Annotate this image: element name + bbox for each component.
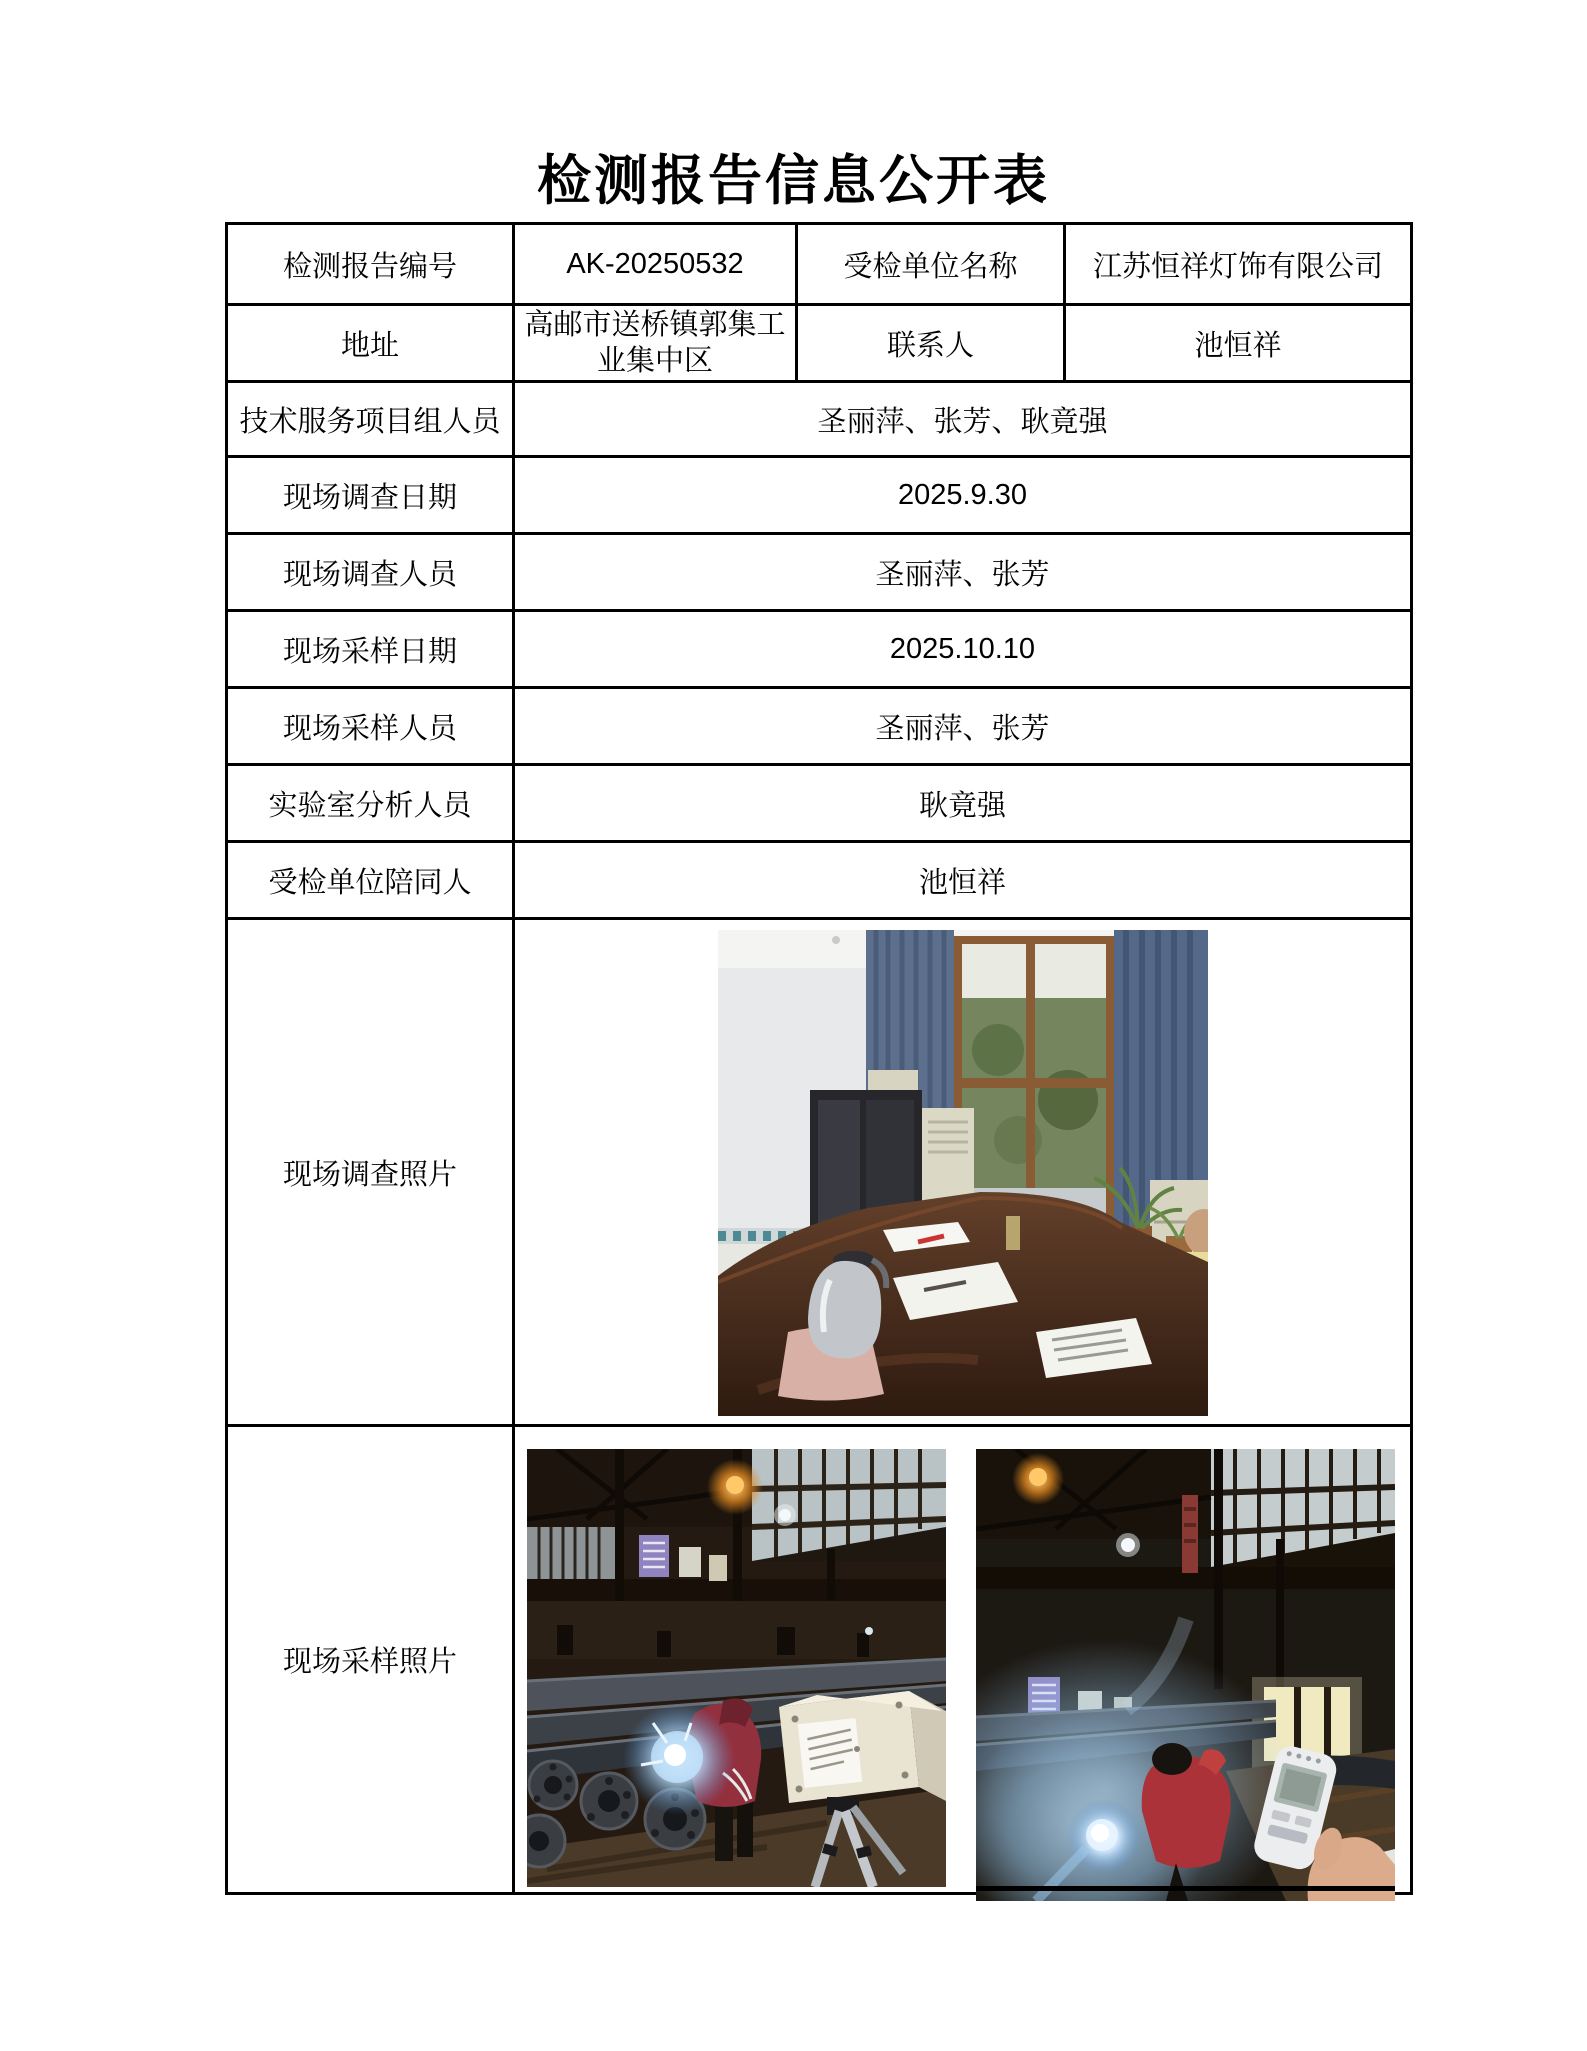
sampling-date-value: 2025.10.10: [514, 611, 1412, 688]
contact-label: 联系人: [797, 305, 1065, 382]
survey-staff-label: 现场调查人员: [227, 534, 514, 611]
sampling-staff-label: 现场采样人员: [227, 688, 514, 765]
sampling-photo-label: 现场采样照片: [227, 1426, 514, 1894]
table-row: [227, 305, 1412, 382]
table-row: [227, 765, 1412, 842]
survey-date-value: 2025.9.30: [514, 457, 1412, 534]
sampling-date-label: 现场采样日期: [227, 611, 514, 688]
table-row: [227, 1426, 1412, 1894]
address-value: 高邮市送桥镇郭集工业集中区: [514, 305, 797, 382]
report-number-label: 检测报告编号: [227, 224, 514, 305]
lab-analyst-value: 耿竟强: [514, 765, 1412, 842]
table-row: [227, 224, 1412, 305]
table-row: [227, 382, 1412, 457]
site-survey-photo: [718, 930, 1208, 1416]
report-number-value: AK-20250532: [514, 224, 797, 305]
unit-name-label: 受检单位名称: [797, 224, 1065, 305]
table-row: [227, 534, 1412, 611]
table-row: [227, 457, 1412, 534]
report-info-table: [225, 222, 1413, 1895]
table-row: [227, 688, 1412, 765]
page-title: 检测报告信息公开表: [537, 151, 1050, 211]
unit-name-value: 江苏恒祥灯饰有限公司: [1065, 224, 1412, 305]
lab-analyst-label: 实验室分析人员: [227, 765, 514, 842]
survey-staff-value: 圣丽萍、张芳: [514, 534, 1412, 611]
escort-value: 池恒祥: [514, 842, 1412, 919]
escort-label: 受检单位陪同人: [227, 842, 514, 919]
address-label: 地址: [227, 305, 514, 382]
table-row: [227, 919, 1412, 1426]
project-team-label: 技术服务项目组人员: [227, 382, 514, 457]
contact-value: 池恒祥: [1065, 305, 1412, 382]
survey-date-label: 现场调查日期: [227, 457, 514, 534]
project-team-value: 圣丽萍、张芳、耿竟强: [514, 382, 1412, 457]
sampling-photo-left: [527, 1449, 946, 1887]
table-row: [227, 611, 1412, 688]
table-row: [227, 842, 1412, 919]
survey-photo-cell: [514, 919, 1412, 1426]
sampling-staff-value: 圣丽萍、张芳: [514, 688, 1412, 765]
survey-photo-label: 现场调查照片: [227, 919, 514, 1426]
sampling-photo-right: [976, 1449, 1395, 1901]
sampling-photo-cell: [514, 1426, 1412, 1894]
